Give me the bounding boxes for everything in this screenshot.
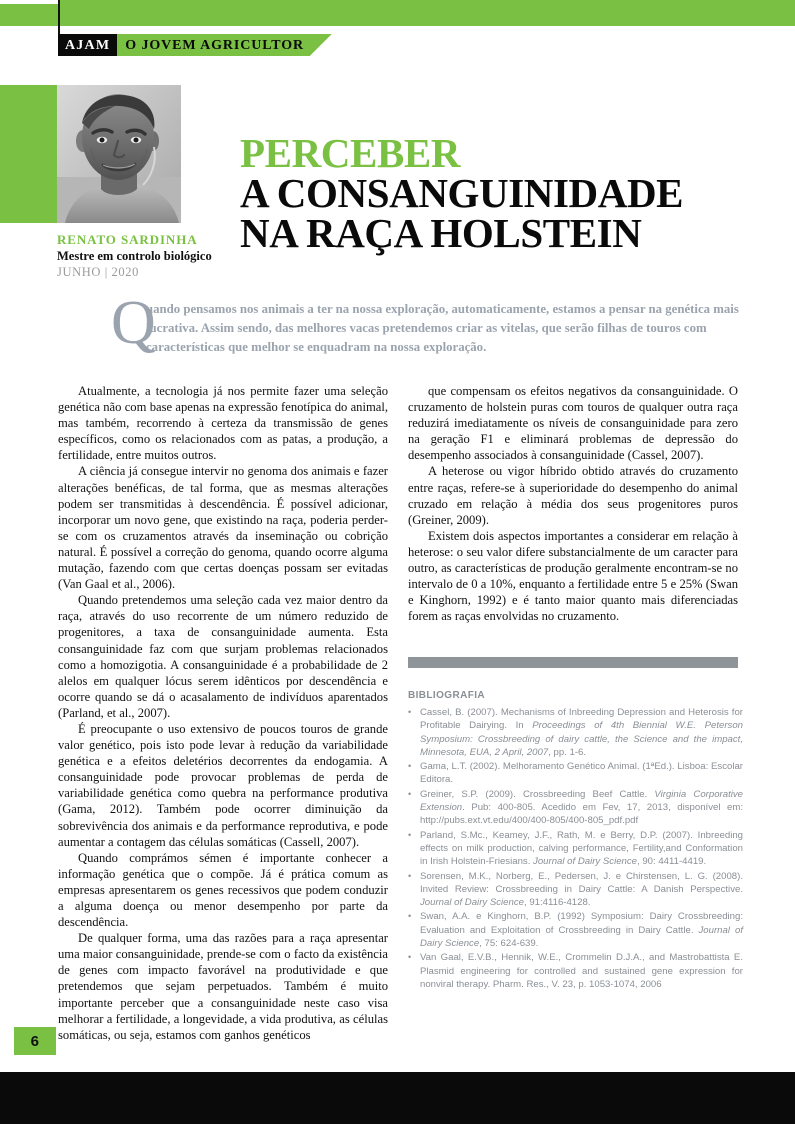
body-column-right [408, 383, 738, 624]
body-paragraph: Existem dois aspectos importantes a considerar em relação à heterose: o seu valor difere substancialmente de um caracter para outro, as características de produção geralmente encontram-se no intervalo de 0 a 10%, enquanto a fertilidade entre 5 e 25% (Swan e Kinghorn, 1992) e é tanto maior quanto mais diferenciadas forem as raças envolvidas no cruzamento. [408, 528, 738, 624]
bibliography-entry-text: Cassel, B. (2007). Mechanisms of Inbreeding Depression and Heterosis for Profitable Dairying. In Proceedings of 4th Biennial W.E. Peterson Symposium: Crossbreeding of dairy cattle, the Science and the impact, Minnesota, EUA, 2 April, 2007, pp. 1-6. [420, 707, 743, 758]
portrait-illustration [57, 85, 181, 223]
bottom-black-band [0, 1072, 795, 1124]
masthead-publication-name: O JOVEM AGRICULTOR [117, 34, 310, 56]
body-paragraph: Atualmente, a tecnologia já nos permite fazer uma seleção genética não com base apenas na expressão fenotípica do animal, mas também, recorrendo à certeza da transmissão de genes específicos, como os relacionados com as patas, a produção, a fertilidade, entre muitos outros. [58, 384, 388, 463]
masthead [58, 34, 332, 56]
bullet-icon: • [408, 829, 412, 840]
bibliography-title: BIBLIOGRAFIA [408, 690, 486, 701]
top-green-banner [0, 0, 795, 26]
bullet-icon: • [408, 788, 412, 799]
author-name: RENATO SARDINHA [57, 232, 198, 247]
page-number: 6 [14, 1027, 56, 1055]
bibliography-entry-text: Gama, L.T. (2002). Melhoramento Genético Animal. (1ªEd.). Lisboa: Escolar Editora. [420, 761, 743, 786]
bibliography-entry [408, 706, 743, 759]
top-banner-notch [0, 0, 59, 4]
masthead-tag: AJAM [58, 34, 117, 56]
author-portrait-photo [57, 85, 181, 223]
headline-line-2: NA RAÇA HOLSTEIN [240, 210, 642, 256]
body-column-left [58, 383, 388, 1043]
left-green-block [0, 85, 59, 223]
author-role: Mestre em controlo biológico [57, 249, 212, 263]
bibliography-entry [408, 829, 743, 869]
bibliography-entry [408, 951, 743, 991]
bibliography-entry-text: Greiner, S.P. (2009). Crossbreeding Beef Cattle. Virginia Corporative Extension. Pub: 400-805. Acedido em Fev, 17, 2013, disponível em: http://pubs.ext.vt.edu/400/400-805/400-805_pdf.pdf [420, 788, 744, 827]
body-paragraph: A ciência já consegue intervir no genoma dos animais e fazer alterações benéficas, de tal forma, que as mesmas alterações podem ser transmitidas à descendência. É possível adicionar, incorporar um novo gene, que existindo na raça, poderia perder-se com os cruzamentos através da inseminação ou cobrição natural. É possível a correção do genoma, quando ocorre alguma mutação, fazendo com que certas doenças possam ser evitadas (Van Gaal et al., 2006). [58, 464, 388, 592]
bibliography-entry [408, 910, 743, 950]
body-paragraph: De qualquer forma, uma das razões para a raça apresentar uma maior consanguinidade, prende-se com o facto da existência de genes com impacto favorável na produtividade e que pretendemos que sejam perpetuados. Também é muito importante perceber que a consanguinidade neste caso visa melhorar a fertilidade, a longevidade, a vida produtiva, as células somáticas, ou seja, estamos com ganhos genéticos [58, 931, 388, 1042]
bibliography-entry-text: Swan, A.A. e Kinghorn, B.P. (1992) Symposium: Dairy Crossbreeding: Evaluation and Exploitation of Crossbreeding in Dairy Cattle. Journal of Dairy Science, 75: 624-639. [420, 911, 743, 950]
body-paragraph: A heterose ou vigor híbrido obtido através do cruzamento entre raças, refere-se à superioridade do desempenho do animal cruzado em relação à média dos seus progenitores puros (Greiner, 2009). [408, 464, 738, 527]
bibliography-entry [408, 788, 743, 828]
body-paragraph: Quando pretendemos uma seleção cada vez maior dentro da raça, através do uso recorrente de um número reduzido de progenitores, a taxa de consanguinidade aumenta. Esta consanguinidade faz com que surjam problemas relacionados como a homozigotia. A consanguinidade é a probabilidade de 2 alelos em qualquer lócus serem idênticos por descendência e ocorre quando se dá o acasalamento de indivíduos aparentados (Parland, et al., 2007). [58, 593, 388, 720]
article-headline [240, 130, 760, 256]
headline-line-1: A CONSANGUINIDADE [240, 170, 684, 216]
masthead-wedge-shape [310, 34, 332, 56]
bibliography-entry-text: Van Gaal, E.V.B., Hennik, W.E., Crommelin D.J.A., and Mastrobattista E. Plasmid engineering for controlled and sustained gene expression for nonviral therapy. Pharm. Res., V. 23, p. 1053-1074, 2006 [420, 952, 743, 990]
headline-kicker: PERCEBER [240, 130, 461, 176]
body-paragraph: que compensam os efeitos negativos da consanguinidade. O cruzamento de holstein puras com touros de qualquer outra raça reduzirá imediatamente os níveis de consanguinidade para zero na geração F1 e eliminará problemas de depressão do desempenho associados à consanguinidade (Cassel, 2007). [408, 384, 738, 463]
body-paragraph: Quando comprámos sémen é importante conhecer a informação genética que o compõe. Já é prática comum as empresas apresentarem os genes recessivos que podem conduzir a alguma doença ou menor desempenho por parte da descendência. [58, 850, 388, 930]
bullet-icon: • [408, 761, 412, 772]
bibliography-entry-text: Parland, S.Mc., Keamey, J.F., Rath, M. e Berry, D.P. (2007). Inbreeding effects on milk production, calving performance, Fertility,and Conformation in Irish Holstein-Friesians. Journal of Dairy Science, 90: 4411-4419. [420, 829, 743, 868]
bibliography-entry [408, 760, 743, 787]
bullet-icon: • [408, 707, 412, 717]
lead-paragraph: uando pensamos nos animais a ter na nossa exploração, automaticamente, estamos a pensar na genética mais lucrativa. Assim sendo, das melhores vacas pretendemos criar as vitelas, que serão filhas de touros com características que melhor se enquadram na nossa exploração. [146, 302, 739, 354]
lead-dropcap: Q [111, 289, 156, 357]
bibliography-list [408, 706, 743, 992]
bibliography-entry [408, 870, 743, 910]
bibliography-divider-rule [408, 657, 738, 668]
publication-date: JUNHO | 2020 [57, 265, 139, 279]
body-paragraph: É preocupante o uso extensivo de poucos touros de grande valor genético, pois isto pode levar à redução da variabilidade genética e a efeitos deletérios decorrentes da endogamia. A consanguinidade pode provocar problemas de perda de variabilidade genética como quebra na performance produtiva (Gama, 2012). Também pode ocorrer diminuição da sobrevivência dos animais e da performance reprodutiva, e pode aumentar a contagem das células somáticas (Cassell, 2007). [58, 721, 388, 849]
bibliography-entry-text: Sorensen, M.K., Norberg, E., Pedersen, J. e Chirstensen, L. G. (2008). Invited Review: Crossbreeding in Dairy Cattle: A Danish Perspective. Journal of Dairy Science, 91:4116-4128. [420, 870, 743, 909]
bullet-icon: • [408, 870, 412, 881]
bullet-icon: • [408, 952, 412, 963]
bullet-icon: • [408, 911, 412, 922]
